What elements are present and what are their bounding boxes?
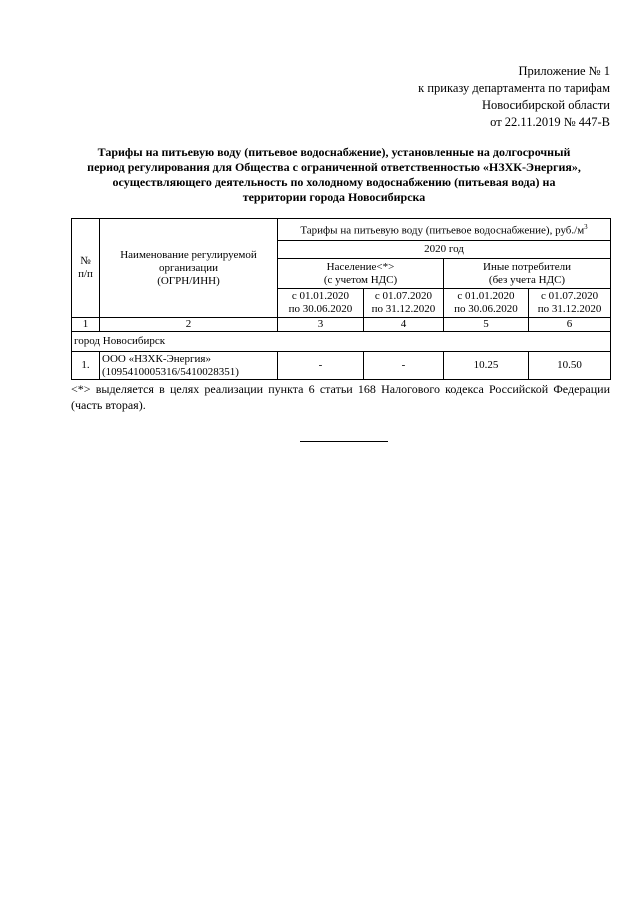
- tariff-value: -: [364, 352, 444, 380]
- column-number: 1: [72, 318, 100, 332]
- header-row: [72, 219, 611, 241]
- column-number: 4: [364, 318, 444, 332]
- tariff-value: -: [278, 352, 364, 380]
- col-org-header: Наименование регулируемой организации (ОГРН/ИНН): [100, 219, 278, 318]
- column-number: 3: [278, 318, 364, 332]
- table-row: [72, 352, 611, 380]
- row-number: 1.: [72, 352, 100, 380]
- period-header: с 01.07.2020 по 31.12.2020: [529, 289, 611, 318]
- year-header: 2020 год: [278, 241, 611, 259]
- appendix-block: [418, 63, 610, 131]
- footnote: <*> выделяется в целях реализации пункта 6 статьи 168 Налогового кодекса Российской Федерации (часть вторая).: [71, 382, 610, 412]
- column-number: 6: [529, 318, 611, 332]
- title-line: территории города Новосибирска: [242, 190, 426, 204]
- tariffs-header: Тарифы на питьевую воду (питьевое водоснабжение), $руб./м^3$: [278, 219, 611, 241]
- appendix-line: Новосибирской области: [481, 98, 610, 112]
- tariffs-table: [71, 218, 611, 380]
- separator-line: [300, 441, 388, 442]
- appendix-line: от 22.11.2019 № 447-В: [490, 115, 610, 129]
- period-header: с 01.01.2020 по 30.06.2020: [278, 289, 364, 318]
- column-number: 2: [100, 318, 278, 332]
- city-row: [72, 332, 611, 352]
- column-numbers-row: [72, 318, 611, 332]
- title-line: осуществляющего деятельность по холодному водоснабжению (питьевая вода) на: [112, 175, 556, 189]
- period-header: с 01.01.2020 по 30.06.2020: [444, 289, 529, 318]
- col-number-header: № п/п: [72, 219, 100, 318]
- unit-superscript: 3: [584, 223, 588, 232]
- population-header: Население<*> (с учетом НДС): [278, 259, 444, 289]
- other-consumers-header: Иные потребители (без учета НДС): [444, 259, 611, 289]
- tariff-value: 10.25: [444, 352, 529, 380]
- appendix-line: Приложение № 1: [518, 64, 610, 78]
- tariff-value: 10.50: [529, 352, 611, 380]
- appendix-line: к приказу департамента по тарифам: [418, 81, 610, 95]
- city-cell: город Новосибирск: [72, 332, 611, 352]
- period-header: с 01.07.2020 по 31.12.2020: [364, 289, 444, 318]
- document-title: [60, 145, 608, 205]
- title-line: Тарифы на питьевую воду (питьевое водоснабжение), установленные на долгосрочный: [97, 145, 571, 159]
- title-line: период регулирования для Общества с ограниченной ответственностью «НЗХК-Энергия»,: [87, 160, 581, 174]
- org-cell: ООО «НЗХК-Энергия» (1095410005316/5410028351): [100, 352, 278, 380]
- column-number: 5: [444, 318, 529, 332]
